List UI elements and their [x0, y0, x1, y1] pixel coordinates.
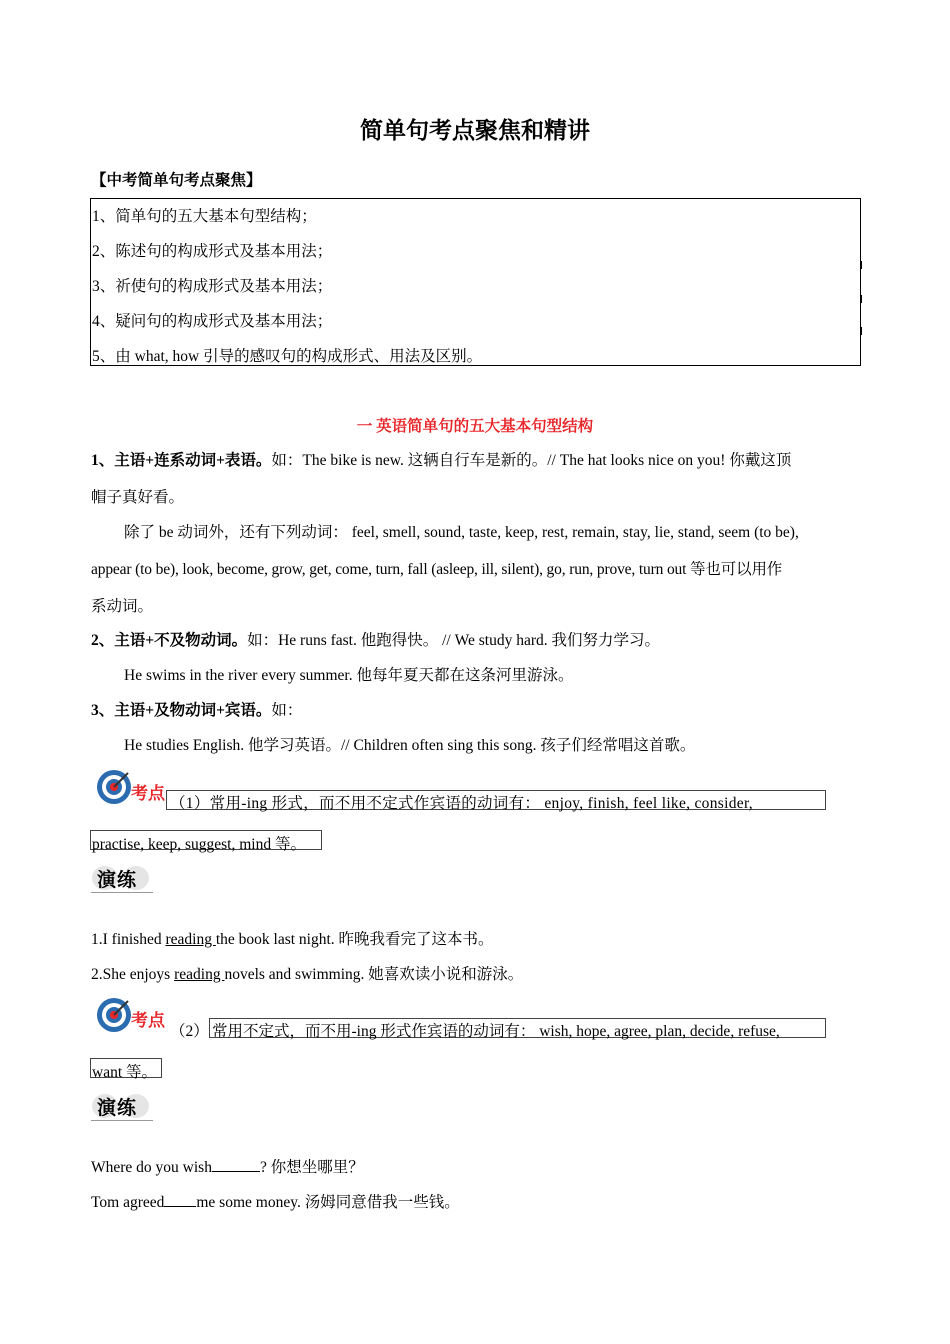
linking-verbs-line-2: appear (to be), look, become, grow, get, come, turn, fall (asleep, ill, silent), go, run, prove, turn out 等也可以用作 — [91, 561, 783, 578]
kaodian-label: 考点 — [131, 784, 165, 804]
drill-badge — [91, 864, 153, 893]
section-heading: 一 英语简单句的五大基本句型结构 — [356, 418, 594, 435]
sentence-suffix: the book last night. 昨晚我看完了这本书。 — [215, 931, 494, 948]
sentence-suffix: ? 你想坐哪里？ — [259, 1159, 364, 1176]
table-marker — [860, 261, 862, 269]
drill-1-sentence-1 — [91, 927, 494, 949]
target-icon — [95, 768, 133, 806]
kaodian-label: 考点 — [131, 1011, 165, 1031]
point-2-number: （2） — [170, 1023, 209, 1040]
focus-item-2: 2、陈述句的构成形式及基本用法； — [92, 243, 333, 260]
drill-badge-label: 演练 — [97, 870, 138, 891]
answer-blank[interactable] — [212, 1158, 260, 1172]
sentence-prefix: Where do you wish — [91, 1159, 212, 1176]
focus-list-box — [90, 198, 861, 366]
drill-badge — [91, 1092, 153, 1121]
pattern-1-line — [91, 448, 791, 470]
pattern-1-label: 1、主语+连系动词+表语。 — [91, 452, 272, 469]
focus-item-1: 1、简单句的五大基本句型结构； — [92, 208, 317, 225]
answer: reading — [165, 931, 216, 948]
point-1-line-1: （1）常用-ing 形式，而不用不定式作宾语的动词有： enjoy, finish, feel like, consider, — [170, 795, 753, 812]
point-1-line-2: practise, keep, suggest, mind 等。 — [92, 836, 306, 853]
focus-heading: 【中考简单句考点聚焦】 — [91, 172, 262, 189]
drill-2-sentence-1 — [91, 1155, 364, 1177]
drill-1-sentence-2 — [91, 962, 523, 984]
pattern-2-label: 2、主语+不及物动词。 — [91, 632, 248, 649]
page-title: 简单句考点聚焦和精讲 — [360, 118, 590, 143]
linking-verbs-line-1: 除了 be 动词外，还有下列动词： feel, smell, sound, taste, keep, rest, remain, stay, lie, stand, seem (to be), — [124, 524, 799, 541]
linking-verbs-line-3: 系动词。 — [91, 598, 154, 615]
drill-2-sentence-2 — [91, 1190, 460, 1212]
answer: reading — [174, 966, 225, 983]
pattern-2-line — [91, 628, 660, 650]
pattern-1-text: 如：The bike is new. 这辆自行车是新的。// The hat looks nice on you! 你戴这顶 — [271, 452, 792, 469]
pattern-3-text: 如： — [271, 702, 303, 719]
sentence-prefix: 2.She enjoys — [91, 966, 175, 983]
pattern-3-line — [91, 698, 302, 720]
focus-item-5: 5、由 what, how 引导的感叹句的构成形式、用法及区别。 — [92, 348, 483, 365]
sentence-prefix: Tom agreed — [91, 1194, 165, 1211]
pattern-1-text-cont: 帽子真好看。 — [91, 489, 185, 506]
focus-item-4: 4、疑问句的构成形式及基本用法； — [92, 313, 333, 330]
sentence-suffix: me some money. 汤姆同意借我一些钱。 — [196, 1194, 460, 1211]
sentence-prefix: 1.I finished — [91, 931, 166, 948]
table-marker — [860, 327, 862, 335]
drill-badge-label: 演练 — [97, 1098, 138, 1119]
point-2-line-1: 常用不定式，而不用-ing 形式作宾语的动词有： wish, hope, agree, plan, decide, refuse, — [212, 1023, 780, 1040]
table-marker — [860, 295, 862, 303]
point-2-line-2: want 等。 — [92, 1064, 158, 1081]
pattern-3-example: He studies English. 他学习英语。// Children often sing this song. 孩子们经常唱这首歌。 — [124, 737, 696, 754]
sentence-suffix: novels and swimming. 她喜欢读小说和游泳。 — [224, 966, 524, 983]
pattern-2-text: 如：He runs fast. 他跑得快。 // We study hard. 我们努力学习。 — [247, 632, 661, 649]
answer-blank[interactable] — [164, 1193, 196, 1207]
pattern-3-label: 3、主语+及物动词+宾语。 — [91, 702, 272, 719]
pattern-2-example: He swims in the river every summer. 他每年夏天都在这条河里游泳。 — [124, 667, 574, 684]
target-icon — [95, 996, 133, 1034]
focus-item-3: 3、祈使句的构成形式及基本用法； — [92, 278, 333, 295]
